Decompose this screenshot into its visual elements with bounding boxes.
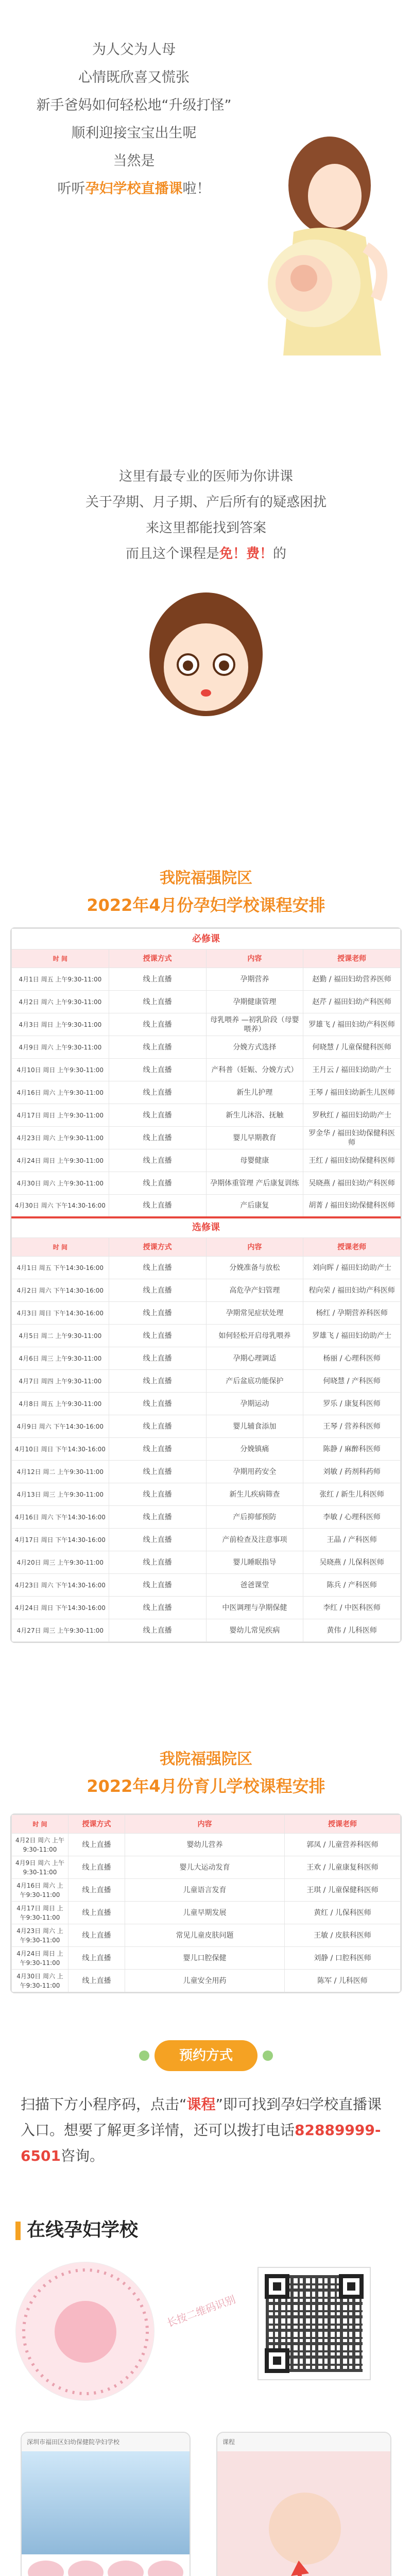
cell-teacher: 黄红 / 儿保科医师	[285, 1902, 401, 1924]
cell-time: 4月6日 周三 上午9:30-11:00	[12, 1347, 109, 1370]
cell-teacher: 李敏 / 心理科医师	[303, 1506, 401, 1529]
online-school-title-text: 在线孕妇学校	[27, 2219, 139, 2241]
section-subtitle: 我院福强院区	[160, 869, 252, 887]
menu-icon	[28, 2561, 64, 2576]
booking-text: 扫描下方小程序码，点击“	[21, 2096, 187, 2113]
cell-teacher: 吴晓燕 / 儿保科医师	[303, 1551, 401, 1574]
cell-method: 线上直播	[68, 1856, 125, 1879]
cell-time: 4月27日 周三 上午9:30-11:00	[12, 1619, 109, 1642]
booking-text: ”即可找到孕妇学校直播课入口。想要了解更多详情，还可以拨打电话	[21, 2096, 382, 2139]
cell-time: 4月24日 周日 上午9:30-11:00	[12, 1149, 109, 1172]
intro-line: 顺利迎接宝宝出生呢	[71, 125, 197, 141]
cell-content: 新生儿疾病筛查	[206, 1483, 303, 1506]
cell-teacher: 罗雄飞 / 福田妇幼助产士	[303, 1325, 401, 1347]
table-row	[12, 991, 401, 1013]
table-row	[12, 1924, 401, 1947]
note-line: 关于孕期、月子期、产后所有的疑惑困扰	[85, 495, 327, 510]
cell-content: 儿童语言发育	[125, 1879, 285, 1902]
col-header-teacher: 授课老师	[303, 1238, 401, 1257]
cell-time: 4月13日 周三 上午9:30-11:00	[12, 1483, 109, 1506]
cell-method: 线上直播	[68, 1924, 125, 1947]
cell-content: 产前检查及注意事项	[206, 1529, 303, 1551]
cell-time: 4月17日 周日 上午9:30-11:00	[12, 1104, 109, 1127]
cell-content: 孕期心理调适	[206, 1347, 303, 1370]
phone-topbar: 深圳市福田区妇幼保健院孕妇学校	[22, 2433, 190, 2451]
cell-method: 线上直播	[109, 1461, 206, 1483]
cell-time: 4月16日 周六 上午9:30-11:00	[12, 1081, 109, 1104]
intro-last-prefix: 听听	[57, 181, 85, 197]
cell-teacher: 程向荣 / 福田妇幼产科医师	[303, 1279, 401, 1302]
table-row	[12, 1947, 401, 1970]
cell-teacher: 何晓慧 / 儿童保健科医师	[303, 1036, 401, 1059]
cell-teacher: 李红 / 中医科医师	[303, 1597, 401, 1619]
table-row	[12, 1195, 401, 1217]
cell-teacher: 陈兵 / 产科医师	[303, 1574, 401, 1597]
table-row	[12, 1574, 401, 1597]
prenatal-schedule-table	[10, 927, 402, 1643]
cell-teacher: 王月云 / 福田妇幼助产士	[303, 1059, 401, 1081]
table-row	[12, 1879, 401, 1902]
table-row	[12, 1104, 401, 1127]
cell-content: 产后盆底功能保护	[206, 1370, 303, 1393]
mini-program-code-icon	[16, 2262, 154, 2401]
cell-method: 线上直播	[109, 1438, 206, 1461]
cell-time: 4月17日 周日 上午9:30-11:00	[12, 1902, 68, 1924]
qr-code[interactable]	[258, 2267, 371, 2380]
cell-method: 线上直播	[68, 1970, 125, 1992]
cell-content: 儿童安全用药	[125, 1970, 285, 1992]
cell-time: 4月12日 周二 上午9:30-11:00	[12, 1461, 109, 1483]
table-row	[12, 1013, 401, 1036]
cell-time: 4月8日 周五 上午9:30-11:00	[12, 1393, 109, 1415]
cell-teacher: 王晶 / 产科医师	[303, 1529, 401, 1551]
cell-content: 婴幼儿常见疾病	[206, 1619, 303, 1642]
cell-method: 线上直播	[109, 1483, 206, 1506]
cell-method: 线上直播	[109, 1415, 206, 1438]
cell-method: 线上直播	[68, 1879, 125, 1902]
cell-content: 中医调理与孕期保健	[206, 1597, 303, 1619]
cell-content: 孕期体重管理 产后康复训练	[206, 1172, 303, 1195]
cell-method: 线上直播	[109, 1302, 206, 1325]
cell-teacher: 刘向晖 / 福田妇幼助产士	[303, 1257, 401, 1279]
intro-line: 心情既欣喜又慌张	[78, 70, 190, 86]
cell-time: 4月3日 周日 下午14:30-16:00	[12, 1302, 109, 1325]
table-row	[12, 1902, 401, 1924]
cell-teacher: 王红 / 福田妇幼保健科医师	[303, 1149, 401, 1172]
cell-content: 分娩准备与放松	[206, 1257, 303, 1279]
red-arrow-icon	[288, 2555, 371, 2576]
cell-method: 线上直播	[109, 1172, 206, 1195]
baby-illustration	[139, 577, 273, 742]
cell-content: 母乳喂养 —初乳阶段（母婴喂养）	[206, 1013, 303, 1036]
intro-line: 当然是	[113, 153, 155, 169]
cell-content: 爸爸课堂	[206, 1574, 303, 1597]
cell-method: 线上直播	[109, 991, 206, 1013]
intro-last-suffix: 啦！	[182, 181, 211, 197]
table-row	[12, 1279, 401, 1302]
booking-text: 咨询。	[60, 2147, 104, 2164]
cell-time: 4月17日 周日 下午14:30-16:00	[12, 1529, 109, 1551]
cell-method: 线上直播	[109, 1036, 206, 1059]
cell-method: 线上直播	[109, 1127, 206, 1149]
elective-rows	[12, 1257, 401, 1642]
table-row	[12, 1257, 401, 1279]
childcare-rows	[12, 1834, 401, 1992]
cell-time: 4月1日 周五 下午14:30-16:00	[12, 1257, 109, 1279]
cell-method: 线上直播	[109, 1597, 206, 1619]
table-row	[12, 1834, 401, 1856]
cell-content: 如何轻松开启母乳喂养	[206, 1325, 303, 1347]
intro-line: 新手爸妈如何轻松地“升级打怪”	[36, 97, 232, 113]
booking-paragraph	[21, 2092, 391, 2169]
cell-teacher: 王琪 / 儿童保健科医师	[285, 1879, 401, 1902]
cell-teacher: 杨丽 / 心理科医师	[303, 1347, 401, 1370]
cell-content: 产后抑郁预防	[206, 1506, 303, 1529]
cell-time: 4月3日 周日 上午9:30-11:00	[12, 1013, 109, 1036]
cell-content: 分娩镇痛	[206, 1438, 303, 1461]
cell-time: 4月23日 周六 下午14:30-16:00	[12, 1574, 109, 1597]
title-bar-icon	[15, 2222, 21, 2240]
cell-time: 4月20日 周三 上午9:30-11:00	[12, 1551, 109, 1574]
cell-time: 4月23日 周六 上午9:30-11:00	[12, 1924, 68, 1947]
section-heading: 2022年4月份孕妇学校课程安排	[87, 895, 325, 915]
col-header-time: 时 间	[12, 1815, 68, 1834]
cell-method: 线上直播	[109, 1370, 206, 1393]
cell-teacher: 胡菁 / 福田妇幼保健科医师	[303, 1195, 401, 1217]
phone-banner	[22, 2451, 190, 2554]
table-row	[12, 968, 401, 991]
cell-method: 线上直播	[109, 1013, 206, 1036]
cell-time: 4月1日 周五 上午9:30-11:00	[12, 968, 109, 991]
table-row	[12, 1551, 401, 1574]
cell-time: 4月16日 周六 上午9:30-11:00	[12, 1879, 68, 1902]
cell-teacher: 杨红 / 孕期营养科医师	[303, 1302, 401, 1325]
col-header-method: 授课方式	[109, 1238, 206, 1257]
booking-pill: 预约方式	[154, 2040, 258, 2071]
cell-teacher: 刘静 / 口腔科医师	[285, 1947, 401, 1970]
table-row	[12, 1302, 401, 1325]
cell-time: 4月24日 周日 上午9:30-11:00	[12, 1947, 68, 1970]
cell-method: 线上直播	[109, 1257, 206, 1279]
col-header-method: 授课方式	[68, 1815, 125, 1834]
table-row	[12, 1149, 401, 1172]
required-rows	[12, 968, 401, 1217]
cell-method: 线上直播	[109, 1393, 206, 1415]
cell-time: 4月7日 周四 上午9:30-11:00	[12, 1370, 109, 1393]
cell-time: 4月5日 周二 上午9:30-11:00	[12, 1325, 109, 1347]
cell-teacher: 罗雄飞 / 福田妇幼产科医师	[303, 1013, 401, 1036]
note-free-suffix: 的	[273, 546, 287, 562]
table-row	[12, 1506, 401, 1529]
menu-icon	[148, 2561, 184, 2576]
cell-method: 线上直播	[109, 1104, 206, 1127]
cell-time: 4月10日 周日 下午14:30-16:00	[12, 1438, 109, 1461]
cell-time: 4月9日 周六 上午9:30-11:00	[12, 1036, 109, 1059]
table-row	[12, 1370, 401, 1393]
cell-method: 线上直播	[68, 1902, 125, 1924]
mini-program-code[interactable]	[15, 2262, 154, 2401]
cell-teacher: 赵勤 / 福田妇幼营养医师	[303, 968, 401, 991]
note-free-highlight: 免！费！	[219, 546, 273, 562]
cell-content: 产科普（妊娠、分娩方式）	[206, 1059, 303, 1081]
childcare-schedule-table	[10, 1814, 402, 1993]
table-row	[12, 1970, 401, 1992]
cell-content: 儿童早期发展	[125, 1902, 285, 1924]
cell-content: 孕期健康管理	[206, 991, 303, 1013]
qr-corner	[265, 2348, 289, 2373]
pregnant-mother-illustration	[247, 129, 412, 355]
table-row	[12, 1597, 401, 1619]
cell-method: 线上直播	[109, 1347, 206, 1370]
cell-teacher: 何晓慧 / 产科医师	[303, 1370, 401, 1393]
cell-method: 线上直播	[68, 1834, 125, 1856]
intro-line: 为人父为人母	[92, 42, 176, 58]
cell-teacher: 赵芹 / 福田妇幼产科医师	[303, 991, 401, 1013]
booking-course-highlight: 课程	[186, 2096, 216, 2113]
phone-screenshot-course	[216, 2432, 391, 2576]
intro-note	[0, 464, 412, 567]
col-header-time: 时 间	[12, 950, 109, 968]
elective-label: 选修课	[12, 1217, 401, 1238]
cell-time: 4月2日 周六 上午9:30-11:00	[12, 991, 109, 1013]
section-subtitle: 我院福强院区	[160, 1750, 252, 1768]
cell-content: 婴儿辅食添加	[206, 1415, 303, 1438]
cell-method: 线上直播	[109, 1619, 206, 1642]
required-label: 必修课	[12, 929, 401, 950]
cell-teacher: 陈静 / 麻醉科医师	[303, 1438, 401, 1461]
menu-icon	[108, 2561, 144, 2576]
table-row	[12, 1393, 401, 1415]
table-row	[12, 1483, 401, 1506]
cell-content: 新生儿护理	[206, 1081, 303, 1104]
table-row	[12, 1127, 401, 1149]
cell-method: 线上直播	[109, 1059, 206, 1081]
menu-icon	[68, 2561, 104, 2576]
cell-content: 产后康复	[206, 1195, 303, 1217]
cell-time: 4月30日 周六 上午9:30-11:00	[12, 1172, 109, 1195]
table-row	[12, 1461, 401, 1483]
cell-content: 婴儿早期教育	[206, 1127, 303, 1149]
cell-method: 线上直播	[109, 1574, 206, 1597]
section-title-childcare	[0, 1747, 412, 1800]
cell-content: 婴儿口腔保健	[125, 1947, 285, 1970]
table-row	[12, 1347, 401, 1370]
table-row	[12, 1415, 401, 1438]
cell-content: 新生儿沐浴、抚触	[206, 1104, 303, 1127]
col-header-content: 内容	[206, 950, 303, 968]
cell-teacher: 郭凤 / 儿童营养科医师	[285, 1834, 401, 1856]
cell-content: 婴幼儿营养	[125, 1834, 285, 1856]
cell-time: 4月30日 周六 上午9:30-11:00	[12, 1970, 68, 1992]
cell-time: 4月24日 周日 下午14:30-16:00	[12, 1597, 109, 1619]
intro-text	[0, 36, 268, 203]
cell-method: 线上直播	[109, 1081, 206, 1104]
note-free-prefix: 而且这个课程是	[125, 546, 219, 562]
cell-method: 线上直播	[109, 1529, 206, 1551]
booking-phone[interactable]: 82889999-6501	[21, 2122, 381, 2164]
table-row	[12, 1036, 401, 1059]
cell-content: 母婴健康	[206, 1149, 303, 1172]
qr-caption: 长按二维码识别	[165, 2293, 237, 2330]
cell-time: 4月9日 周六 上午9:30-11:00	[12, 1856, 68, 1879]
table-row	[12, 1059, 401, 1081]
phone-icon-grid	[22, 2554, 190, 2576]
cell-time: 4月9日 周六 下午14:30-16:00	[12, 1415, 109, 1438]
cell-content: 常见儿童皮肤问题	[125, 1924, 285, 1947]
cell-teacher: 陈军 / 儿科医师	[285, 1970, 401, 1992]
cell-time: 4月16日 周六 下午14:30-16:00	[12, 1506, 109, 1529]
qr-corner	[265, 2274, 289, 2299]
section-title-prenatal	[0, 866, 412, 919]
cell-content: 孕期运动	[206, 1393, 303, 1415]
phone-topbar: 课程	[217, 2433, 390, 2451]
cell-teacher: 王欢 / 儿童康复科医师	[285, 1856, 401, 1879]
table-row	[12, 1529, 401, 1551]
col-header-teacher: 授课老师	[285, 1815, 401, 1834]
cell-method: 线上直播	[109, 1149, 206, 1172]
note-free-line	[0, 541, 412, 567]
table-row	[12, 1438, 401, 1461]
cell-time: 4月2日 周六 下午14:30-16:00	[12, 1279, 109, 1302]
cell-time: 4月2日 周六 上午9:30-11:00	[12, 1834, 68, 1856]
cell-teacher: 王敏 / 皮肤科医师	[285, 1924, 401, 1947]
note-line: 来这里都能找到答案	[145, 520, 266, 536]
cell-teacher: 张红 / 新生儿科医师	[303, 1483, 401, 1506]
cell-time: 4月30日 周六 下午14:30-16:00	[12, 1195, 109, 1217]
cell-content: 孕期常见症状处理	[206, 1302, 303, 1325]
cell-time: 4月10日 周日 上午9:30-11:00	[12, 1059, 109, 1081]
table-row	[12, 1325, 401, 1347]
cell-teacher: 刘敏 / 药剂科药师	[303, 1461, 401, 1483]
table-row	[12, 1856, 401, 1879]
cell-method: 线上直播	[109, 1551, 206, 1574]
intro-last-line	[0, 175, 268, 203]
cell-teacher: 吴晓燕 / 福田妇幼产科医师	[303, 1172, 401, 1195]
cell-teacher: 王琴 / 福田妇幼新生儿医师	[303, 1081, 401, 1104]
cell-method: 线上直播	[109, 968, 206, 991]
intro-section	[0, 0, 412, 562]
cell-content: 婴儿睡眠指导	[206, 1551, 303, 1574]
cell-content: 高危孕产妇管理	[206, 1279, 303, 1302]
table-row	[12, 1619, 401, 1642]
phone-screenshot-home	[21, 2432, 191, 2576]
cell-method: 线上直播	[109, 1506, 206, 1529]
online-school-title	[15, 2215, 138, 2242]
cell-content: 婴儿大运动发育	[125, 1856, 285, 1879]
cell-method: 线上直播	[109, 1325, 206, 1347]
col-header-time: 时 间	[12, 1238, 109, 1257]
cell-content: 分娩方式选择	[206, 1036, 303, 1059]
cell-method: 线上直播	[109, 1279, 206, 1302]
col-header-content: 内容	[206, 1238, 303, 1257]
cell-content: 孕期用药安全	[206, 1461, 303, 1483]
intro-highlight: 孕妇学校直播课	[85, 181, 183, 197]
cell-teacher: 罗秋红 / 福田妇幼助产士	[303, 1104, 401, 1127]
col-header-content: 内容	[125, 1815, 285, 1834]
cell-method: 线上直播	[109, 1195, 206, 1217]
qr-corner	[339, 2274, 364, 2299]
table-row	[12, 1081, 401, 1104]
cell-time: 4月23日 周六 上午9:30-11:00	[12, 1127, 109, 1149]
cell-teacher: 王琴 / 营养科医师	[303, 1415, 401, 1438]
section-heading: 2022年4月份育儿学校课程安排	[87, 1776, 325, 1796]
cell-teacher: 黄伟 / 儿科医师	[303, 1619, 401, 1642]
cell-teacher: 罗乐 / 康复科医师	[303, 1393, 401, 1415]
cell-method: 线上直播	[68, 1947, 125, 1970]
cell-teacher: 罗金华 / 福田妇幼保健科医师	[303, 1127, 401, 1149]
col-header-teacher: 授课老师	[303, 950, 401, 968]
col-header-method: 授课方式	[109, 950, 206, 968]
note-line: 这里有最专业的医师为你讲课	[118, 469, 293, 484]
table-row	[12, 1172, 401, 1195]
cell-content: 孕期营养	[206, 968, 303, 991]
